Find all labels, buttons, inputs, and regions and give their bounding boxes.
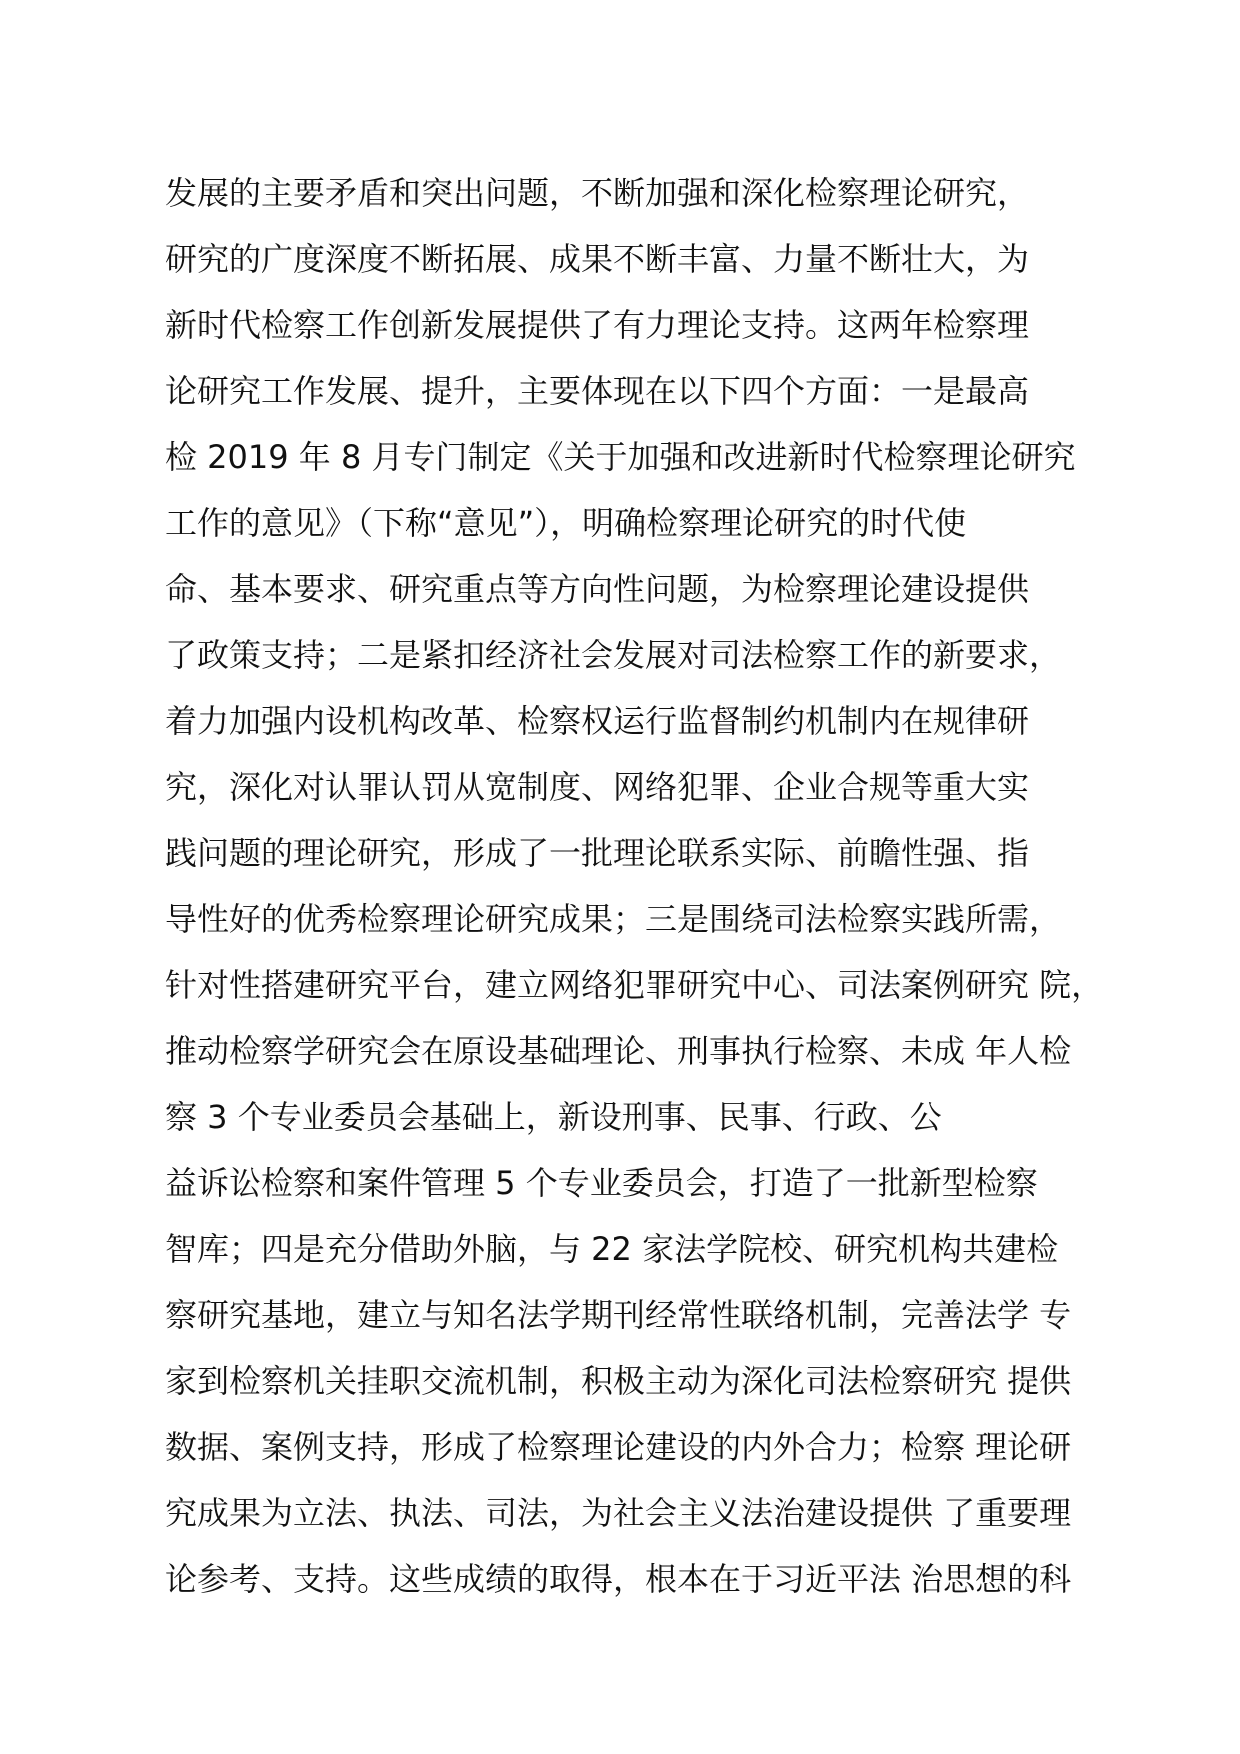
text-line: 发展的主要矛盾和突出问题，不断加强和深化检察理论研究， bbox=[165, 174, 1030, 212]
text-line: 了政策支持；二是紧扣经济社会发展对司法检察工作的新要求， bbox=[165, 636, 1062, 674]
text-line: 针对性搭建研究平台，建立网络犯罪研究中心、司法案例研究 院， bbox=[165, 966, 1104, 1004]
text-line: 论研究工作发展、提升，主要体现在以下四个方面：一是最高 bbox=[165, 372, 1030, 410]
text-line: 究，深化对认罪认罚从宽制度、网络犯罪、企业合规等重大实 bbox=[165, 768, 1030, 806]
text-line: 论参考、支持。这些成绩的取得，根本在于习近平法 治思想的科 bbox=[165, 1560, 1072, 1598]
text-line: 数据、案例支持，形成了检察理论建设的内外合力；检察 理论研 bbox=[165, 1428, 1072, 1466]
text-line: 着力加强内设机构改革、检察权运行监督制约机制内在规律研 bbox=[165, 702, 1030, 740]
text-line: 察研究基地，建立与知名法学期刊经常性联络机制，完善法学 专 bbox=[165, 1296, 1072, 1334]
text-line: 工作的意见》（下称“意见”），明确检察理论研究的时代使 bbox=[165, 504, 967, 542]
body-paragraph bbox=[165, 160, 1125, 1612]
text-line: 益诉讼检察和案件管理 5 个专业委员会，打造了一批新型检察 bbox=[165, 1164, 1038, 1202]
text-line: 究成果为立法、执法、司法，为社会主义法治建设提供 了重要理 bbox=[165, 1494, 1072, 1532]
text-line: 智库；四是充分借助外脑，与 22 家法学院校、研究机构共建检 bbox=[165, 1230, 1059, 1268]
text-line: 家到检察机关挂职交流机制，积极主动为深化司法检察研究 提供 bbox=[165, 1362, 1072, 1400]
text-line: 导性好的优秀检察理论研究成果；三是围绕司法检察实践所需， bbox=[165, 900, 1062, 938]
text-line: 推动检察学研究会在原设基础理论、刑事执行检察、未成 年人检 bbox=[165, 1032, 1072, 1070]
text-line: 研究的广度深度不断拓展、成果不断丰富、力量不断壮大，为 bbox=[165, 240, 1030, 278]
text-line: 命、基本要求、研究重点等方向性问题，为检察理论建设提供 bbox=[165, 570, 1030, 608]
text-line: 践问题的理论研究，形成了一批理论联系实际、前瞻性强、指 bbox=[165, 834, 1030, 872]
text-line: 察 3 个专业委员会基础上，新设刑事、民事、行政、公 bbox=[165, 1098, 942, 1136]
text-line: 新时代检察工作创新发展提供了有力理论支持。这两年检察理 bbox=[165, 306, 1030, 344]
text-line: 检 2019 年 8 月专门制定《关于加强和改进新时代检察理论研究 bbox=[165, 438, 1076, 476]
